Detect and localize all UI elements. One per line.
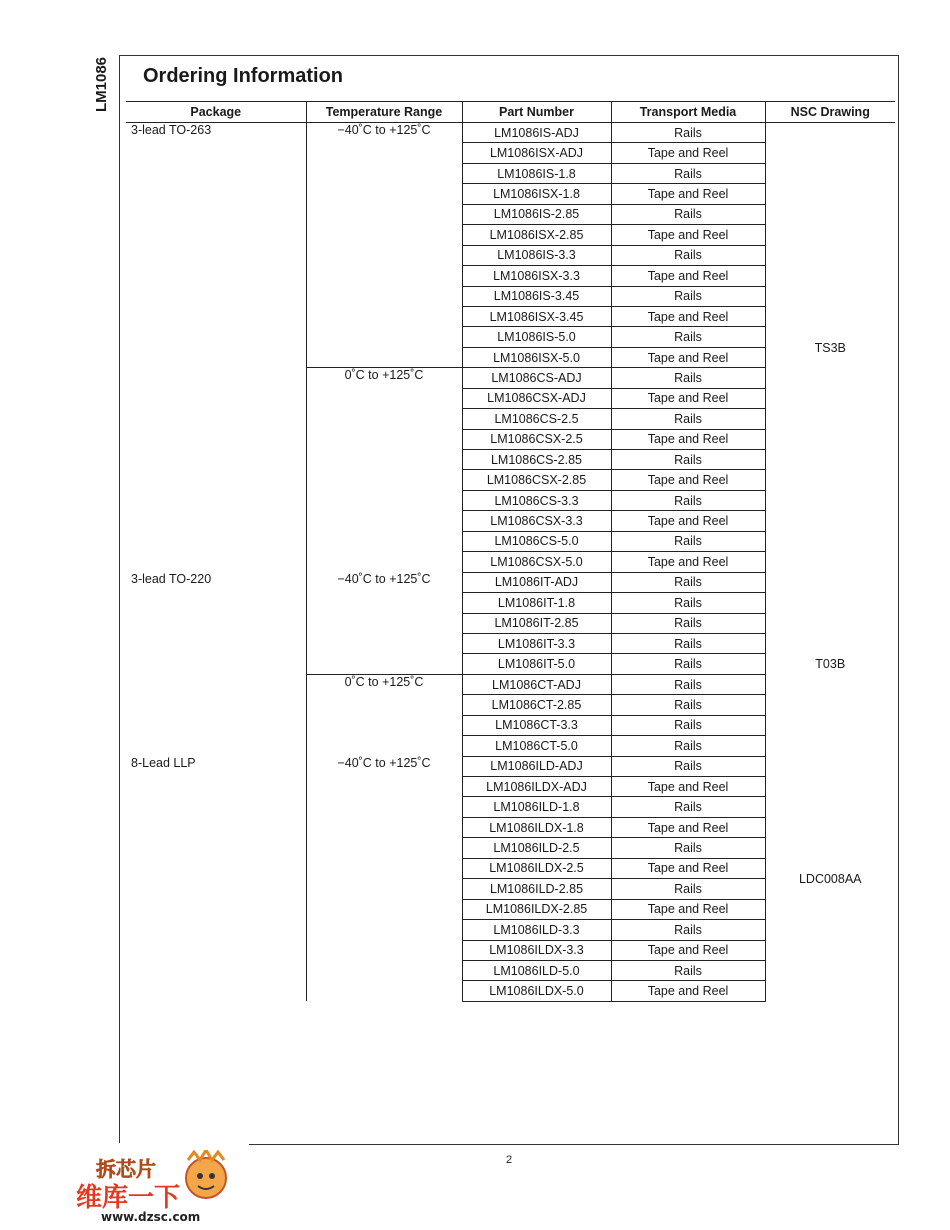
transport-media-cell: Tape and Reel bbox=[611, 858, 765, 878]
part-number-cell: LM1086IT-3.3 bbox=[462, 633, 611, 653]
col-header-package: Package bbox=[126, 102, 306, 123]
transport-media-cell: Rails bbox=[611, 695, 765, 715]
part-number-cell: LM1086CSX-2.85 bbox=[462, 470, 611, 490]
svg-text:维库一下: 维库一下 bbox=[76, 1183, 181, 1213]
transport-media-cell: Rails bbox=[611, 163, 765, 183]
transport-media-cell: Tape and Reel bbox=[611, 388, 765, 408]
part-number-cell: LM1086ILD-3.3 bbox=[462, 920, 611, 940]
temperature-cell: −40˚C to +125˚C bbox=[306, 572, 462, 674]
part-number-cell: LM1086ISX-ADJ bbox=[462, 143, 611, 163]
part-number-cell: LM1086CT-2.85 bbox=[462, 695, 611, 715]
transport-media-cell: Rails bbox=[611, 368, 765, 388]
part-number-cell: LM1086CT-ADJ bbox=[462, 674, 611, 694]
transport-media-cell: Rails bbox=[611, 879, 765, 899]
part-number-cell: LM1086IT-5.0 bbox=[462, 654, 611, 674]
transport-media-cell: Tape and Reel bbox=[611, 184, 765, 204]
transport-media-cell: Tape and Reel bbox=[611, 899, 765, 919]
page-number: 2 bbox=[506, 1154, 513, 1166]
part-number-cell: LM1086IS-5.0 bbox=[462, 327, 611, 347]
transport-media-cell: Rails bbox=[611, 736, 765, 756]
transport-media-cell: Rails bbox=[611, 123, 765, 143]
transport-media-cell: Tape and Reel bbox=[611, 981, 765, 1001]
transport-media-cell: Rails bbox=[611, 613, 765, 633]
transport-media-cell: Rails bbox=[611, 838, 765, 858]
part-number-cell: LM1086IS-2.85 bbox=[462, 204, 611, 224]
col-header-transport: Transport Media bbox=[611, 102, 765, 123]
part-number-cell: LM1086ISX-1.8 bbox=[462, 184, 611, 204]
part-number-cell: LM1086ISX-2.85 bbox=[462, 225, 611, 245]
nsc-drawing-cell: TS3B bbox=[814, 340, 846, 355]
transport-media-cell: Rails bbox=[611, 286, 765, 306]
part-number-cell: LM1086CSX-3.3 bbox=[462, 511, 611, 531]
table-body bbox=[126, 123, 895, 1002]
transport-media-cell: Tape and Reel bbox=[611, 511, 765, 531]
transport-media-cell: Tape and Reel bbox=[611, 470, 765, 490]
part-number-cell: LM1086ILD-ADJ bbox=[462, 756, 611, 776]
transport-media-cell: Rails bbox=[611, 593, 765, 613]
table-header-row bbox=[126, 102, 895, 123]
part-number-cell: LM1086ILDX-ADJ bbox=[462, 777, 611, 797]
table-row bbox=[126, 756, 895, 776]
transport-media-cell: Rails bbox=[611, 245, 765, 265]
part-number-cell: LM1086ISX-3.3 bbox=[462, 266, 611, 286]
transport-media-cell: Rails bbox=[611, 960, 765, 980]
frame-gap bbox=[119, 1143, 249, 1147]
part-number-cell: LM1086IT-2.85 bbox=[462, 613, 611, 633]
transport-media-cell: Tape and Reel bbox=[611, 552, 765, 572]
part-number-cell: LM1086IS-1.8 bbox=[462, 163, 611, 183]
part-number-cell: LM1086ILDX-2.5 bbox=[462, 858, 611, 878]
part-number-cell: LM1086IT-1.8 bbox=[462, 593, 611, 613]
part-number-cell: LM1086CS-5.0 bbox=[462, 531, 611, 551]
temperature-cell: −40˚C to +125˚C bbox=[306, 756, 462, 1001]
side-part-label: LM1086 bbox=[93, 56, 110, 112]
part-number-cell: LM1086IS-ADJ bbox=[462, 123, 611, 143]
part-number-cell: LM1086CS-3.3 bbox=[462, 490, 611, 510]
part-number-cell: LM1086CSX-2.5 bbox=[462, 429, 611, 449]
transport-media-cell: Tape and Reel bbox=[611, 817, 765, 837]
part-number-cell: LM1086ILD-2.85 bbox=[462, 879, 611, 899]
part-number-cell: LM1086ILDX-5.0 bbox=[462, 981, 611, 1001]
part-number-cell: LM1086ILDX-2.85 bbox=[462, 899, 611, 919]
package-cell: 8-Lead LLP bbox=[126, 756, 306, 1001]
part-number-cell: LM1086CS-2.85 bbox=[462, 450, 611, 470]
part-number-cell: LM1086ILDX-1.8 bbox=[462, 817, 611, 837]
table-row bbox=[126, 572, 895, 592]
transport-media-cell: Rails bbox=[611, 920, 765, 940]
part-number-cell: LM1086CS-ADJ bbox=[462, 368, 611, 388]
transport-media-cell: Rails bbox=[611, 756, 765, 776]
transport-media-cell: Rails bbox=[611, 327, 765, 347]
section-title: Ordering Information bbox=[143, 65, 343, 87]
part-number-cell: LM1086CSX-5.0 bbox=[462, 552, 611, 572]
transport-media-cell: Rails bbox=[611, 715, 765, 735]
transport-media-cell: Rails bbox=[611, 633, 765, 653]
part-number-cell: LM1086ISX-5.0 bbox=[462, 347, 611, 367]
transport-media-cell: Tape and Reel bbox=[611, 777, 765, 797]
temperature-cell: 0˚C to +125˚C bbox=[306, 674, 462, 756]
package-cell: 3-lead TO-263 bbox=[126, 123, 306, 573]
part-number-cell: LM1086CT-3.3 bbox=[462, 715, 611, 735]
transport-media-cell: Rails bbox=[611, 490, 765, 510]
transport-media-cell: Tape and Reel bbox=[611, 940, 765, 960]
transport-media-cell: Rails bbox=[611, 531, 765, 551]
col-header-part-number: Part Number bbox=[462, 102, 611, 123]
svg-text:www.dzsc.com: www.dzsc.com bbox=[101, 1210, 201, 1224]
part-number-cell: LM1086ILD-5.0 bbox=[462, 960, 611, 980]
nsc-drawing-cell: T03B bbox=[815, 657, 846, 672]
transport-media-cell: Rails bbox=[611, 204, 765, 224]
nsc-drawing-cell: LDC008AA bbox=[798, 871, 862, 886]
ordering-table bbox=[126, 101, 895, 1002]
part-number-cell: LM1086IS-3.45 bbox=[462, 286, 611, 306]
transport-media-cell: Tape and Reel bbox=[611, 429, 765, 449]
transport-media-cell: Rails bbox=[611, 654, 765, 674]
part-number-cell: LM1086ILDX-3.3 bbox=[462, 940, 611, 960]
part-number-cell: LM1086ISX-3.45 bbox=[462, 306, 611, 326]
table-row bbox=[126, 123, 895, 143]
col-header-drawing: NSC Drawing bbox=[765, 102, 895, 123]
part-number-cell: LM1086IS-3.3 bbox=[462, 245, 611, 265]
transport-media-cell: Tape and Reel bbox=[611, 266, 765, 286]
temperature-cell: 0˚C to +125˚C bbox=[306, 368, 462, 572]
part-number-cell: LM1086ILD-1.8 bbox=[462, 797, 611, 817]
dzsc-watermark-logo bbox=[76, 1150, 246, 1225]
col-header-temperature: Temperature Range bbox=[306, 102, 462, 123]
transport-media-cell: Tape and Reel bbox=[611, 143, 765, 163]
transport-media-cell: Rails bbox=[611, 797, 765, 817]
part-number-cell: LM1086CT-5.0 bbox=[462, 736, 611, 756]
transport-media-cell: Tape and Reel bbox=[611, 306, 765, 326]
transport-media-cell: Tape and Reel bbox=[611, 347, 765, 367]
part-number-cell: LM1086CSX-ADJ bbox=[462, 388, 611, 408]
transport-media-cell: Rails bbox=[611, 450, 765, 470]
temperature-cell: −40˚C to +125˚C bbox=[306, 123, 462, 368]
transport-media-cell: Tape and Reel bbox=[611, 225, 765, 245]
transport-media-cell: Rails bbox=[611, 409, 765, 429]
part-number-cell: LM1086IT-ADJ bbox=[462, 572, 611, 592]
svg-text:拆芯片: 拆芯片 bbox=[96, 1157, 156, 1181]
transport-media-cell: Rails bbox=[611, 572, 765, 592]
part-number-cell: LM1086CS-2.5 bbox=[462, 409, 611, 429]
package-cell: 3-lead TO-220 bbox=[126, 572, 306, 756]
part-number-cell: LM1086ILD-2.5 bbox=[462, 838, 611, 858]
transport-media-cell: Rails bbox=[611, 674, 765, 694]
